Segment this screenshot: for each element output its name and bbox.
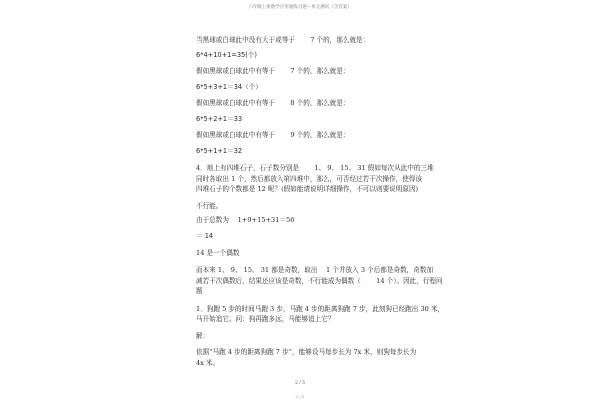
text-line: 假如黑球或白球此中有等于 7 个的，那么就是： — [196, 67, 350, 75]
solution-line: 依据“马跑 4 步的距离狗跑 7 步”，能够设马每步长为 7x 米，则狗每步长为 — [196, 348, 417, 356]
question-line: 同时各取出 1 个，然后都放入第四堆中，那么，可否经过若干次操作，使得该 — [196, 175, 422, 183]
equation-line: 6*5+1+1＝32 — [196, 147, 243, 155]
question-line: 1．狗跑 5 步的时间马跑 3 步，马跑 4 步的距离狗跑 7 步，此刻狗已经跑出 30 米， — [196, 305, 445, 313]
equation-line: 6*5+3+1＝34（个） — [196, 83, 262, 91]
equation-line: 6*5+2+1＝33 — [196, 115, 243, 123]
question-line: 四堆石子的个数都是 12 呢？(假如能请说明详细操作，不可以则要说明原因) — [196, 185, 419, 193]
equation-line: ＝ 14 — [196, 232, 214, 240]
page-number: 2 / 5 — [294, 381, 306, 386]
question-line: 马开始追它。问：狗再跑多远，马能够追上它？ — [196, 315, 335, 323]
page-number-bottom: 2 / 5 — [295, 394, 305, 399]
answer-line: 由于总数为 1+9+15+31＝56 — [196, 216, 295, 224]
answer-line: 不行能。 — [196, 202, 223, 210]
answer-line: 14 是一个偶数 — [196, 249, 240, 257]
text-line: 假如黑球或白球此中有等于 8 个的，那么就是： — [196, 99, 350, 107]
text-line: 假如黑球或白球此中有等于 9 个的，那么就是： — [196, 131, 350, 139]
answer-line: 减若干次偶数后，结果还应该是奇数，不行能成为偶数（ 14 个）。因此，行程问 — [196, 277, 443, 285]
page-header: 六年级上册数学应用题练习题—单元测试（含答案） — [248, 5, 352, 10]
answer-line: 题 — [196, 287, 203, 295]
solution-line: 4x 米。 — [196, 359, 220, 367]
answer-line: 而本来 1、 9、 15、 31 都是奇数，取出 1 个并放入 3 个后都是奇数，奇数加 — [196, 266, 434, 274]
text-line: 当黑球或白球此中没有大于或等于 7 个的，那么就是： — [196, 36, 370, 44]
question-line: 4．地上有四堆石子，石子数分别是 1、 9、 15、 31 假如每次从此中的三堆 — [196, 164, 434, 172]
equation-line: 6*4+10+1=35(个) — [196, 51, 257, 59]
solution-label: 解： — [196, 332, 210, 340]
